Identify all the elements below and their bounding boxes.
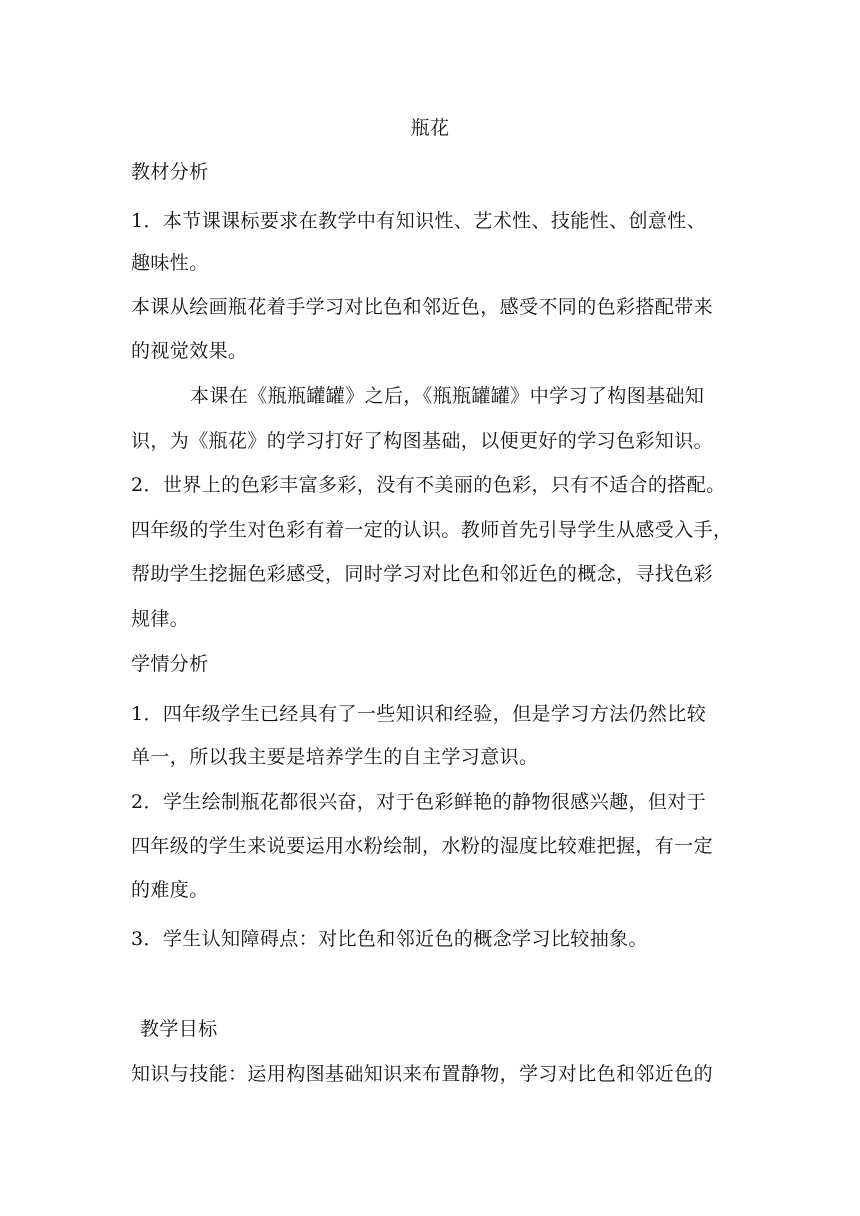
paragraph-line: 的难度。 (131, 879, 209, 901)
paragraph-line: 趣味性。 (131, 252, 209, 274)
document-title: 瓶花 (410, 117, 450, 139)
paragraph-line: 的视觉效果。 (131, 340, 248, 362)
section-heading-teaching-goals: 教学目标 (140, 1018, 218, 1040)
paragraph-line: 四年级的学生来说要运用水粉绘制，水粉的湿度比较难把握，有一定 (131, 835, 714, 857)
paragraph-line: 四年级的学生对色彩有着一定的认识。教师首先引导学生从感受入手， (131, 519, 733, 541)
paragraph-line: 帮助学生挖掘色彩感受，同时学习对比色和邻近色的概念，寻找色彩 (131, 563, 714, 585)
paragraph-line: 1．本节课课标要求在教学中有知识性、艺术性、技能性、创意性、 (131, 210, 707, 232)
paragraph-line: 2．世界上的色彩丰富多彩，没有不美丽的色彩，只有不适合的搭配。 (131, 474, 726, 496)
paragraph-line: 3．学生认知障碍点：对比色和邻近色的概念学习比较抽象。 (131, 928, 648, 950)
paragraph-line: 1．四年级学生已经具有了一些知识和经验，但是学习方法仍然比较 (131, 703, 707, 725)
section-heading-student-analysis: 学情分析 (131, 653, 209, 675)
paragraph-line: 识，为《瓶花》的学习打好了构图基础，以便更好的学习色彩知识。 (131, 430, 714, 452)
paragraph-line: 单一，所以我主要是培养学生的自主学习意识。 (131, 746, 539, 768)
paragraph-line: 本课从绘画瓶花着手学习对比色和邻近色，感受不同的色彩搭配带来 (131, 296, 714, 318)
paragraph-line: 规律。 (131, 608, 190, 630)
paragraph-line: 本课在《瓶瓶罐罐》之后，《瓶瓶罐罐》中学习了构图基础知 (190, 385, 705, 407)
section-heading-textbook-analysis: 教材分析 (131, 161, 209, 183)
paragraph-line: 知识与技能：运用构图基础知识来布置静物，学习对比色和邻近色的 (131, 1063, 714, 1085)
paragraph-line: 2．学生绘制瓶花都很兴奋，对于色彩鲜艳的静物很感兴趣，但对于 (131, 791, 707, 813)
